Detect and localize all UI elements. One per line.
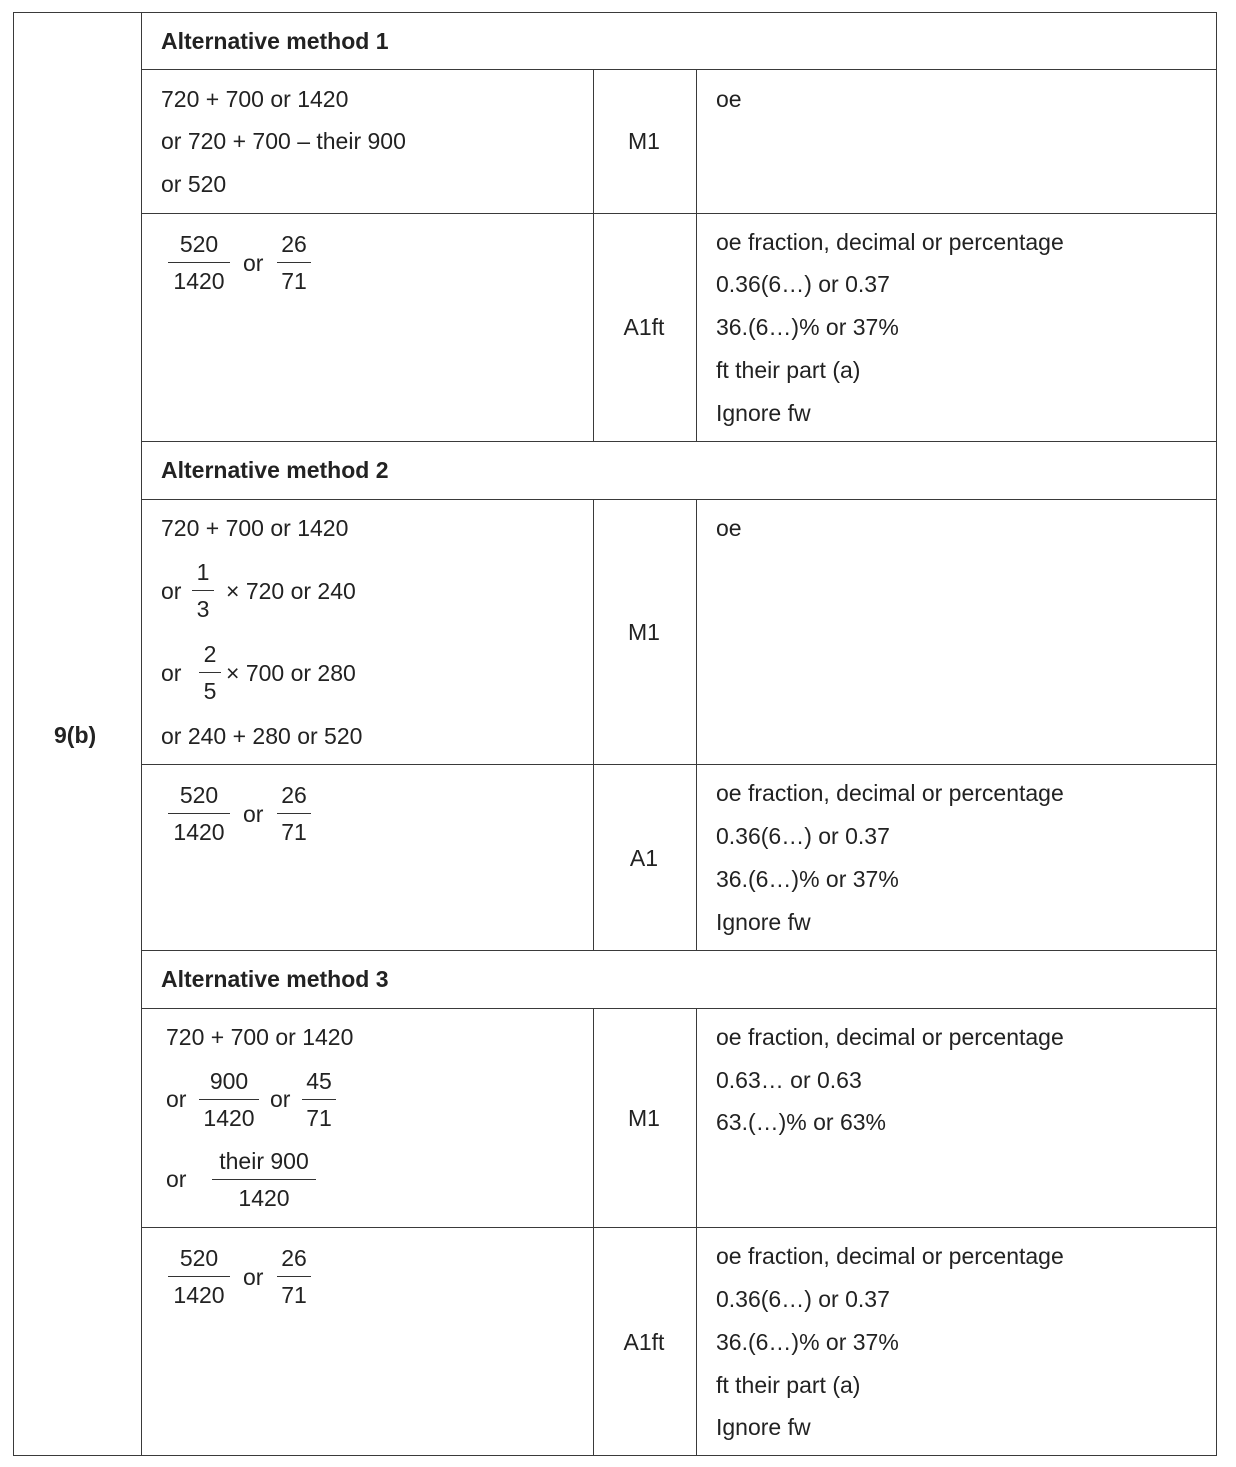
fraction	[199, 640, 221, 705]
row-divider	[141, 764, 1217, 765]
or-text: or	[161, 660, 182, 686]
or-text: or	[243, 250, 264, 276]
fraction	[168, 230, 230, 295]
or-text: or	[166, 1086, 187, 1112]
fraction	[168, 781, 230, 846]
comment-line: 0.36(6…) or 0.37	[716, 823, 890, 849]
fraction-denominator: 71	[281, 268, 307, 294]
comment-line: oe fraction, decimal or percentage	[716, 780, 1064, 806]
mark-code: M1	[628, 619, 660, 645]
fraction	[277, 781, 311, 846]
fraction	[168, 1244, 230, 1309]
row-divider	[141, 950, 1217, 951]
fraction-denominator: 71	[281, 819, 307, 845]
table-border-left	[13, 12, 14, 1456]
row-divider	[141, 1008, 1217, 1009]
mark-column-divider	[593, 1008, 594, 1456]
fraction	[277, 230, 311, 295]
mark-code: A1	[629, 845, 659, 871]
fraction-numerator: 520	[168, 1244, 230, 1277]
fraction	[302, 1067, 336, 1132]
comment-line: 36.(6…)% or 37%	[716, 1329, 899, 1355]
fraction-numerator: 1	[192, 558, 214, 591]
comment-line: 0.36(6…) or 0.37	[716, 271, 890, 297]
comment-line: oe fraction, decimal or percentage	[716, 1024, 1064, 1050]
table-border-right	[1216, 12, 1217, 1456]
fraction	[212, 1147, 316, 1212]
fraction-denominator: 1420	[203, 1105, 255, 1131]
or-text: or	[166, 1166, 187, 1192]
table-border-bottom	[13, 1455, 1217, 1456]
row-divider	[141, 69, 1217, 70]
comment-line: Ignore fw	[716, 1414, 811, 1440]
fraction-denominator: 71	[306, 1105, 332, 1131]
mark-column-divider	[593, 69, 594, 442]
fraction-denominator: 1420	[173, 1282, 225, 1308]
fraction-denominator: 71	[281, 1282, 307, 1308]
working-line: 720 + 700 or 1420	[161, 86, 349, 112]
or-text: or	[243, 801, 264, 827]
comment-column-divider	[696, 1008, 697, 1456]
comment-line: oe	[716, 86, 742, 112]
comment-line: oe	[716, 515, 742, 541]
table-border-top	[13, 12, 1217, 13]
fraction-denominator: 5	[203, 678, 217, 704]
working-line: or 720 + 700 – their 900	[161, 128, 406, 154]
mark-column-divider	[593, 499, 594, 951]
comment-line: 0.36(6…) or 0.37	[716, 1286, 890, 1312]
comment-column-divider	[696, 499, 697, 951]
mark-code: A1ft	[623, 314, 665, 340]
question-column-divider	[141, 12, 142, 1456]
working-line: or 520	[161, 171, 227, 197]
fraction-numerator: 45	[302, 1067, 336, 1100]
row-divider	[141, 213, 1217, 214]
row-divider	[141, 441, 1217, 442]
comment-line: oe fraction, decimal or percentage	[716, 229, 1064, 255]
working-line: × 700 or 280	[226, 660, 356, 686]
fraction-numerator: 26	[277, 230, 311, 263]
or-text: or	[270, 1086, 291, 1112]
comment-line: 36.(6…)% or 37%	[716, 314, 899, 340]
fraction-numerator: 520	[168, 781, 230, 814]
method-heading: Alternative method 2	[161, 457, 389, 483]
mark-code: A1ft	[623, 1329, 665, 1355]
comment-line: 0.63… or 0.63	[716, 1067, 862, 1093]
working-line: 720 + 700 or 1420	[166, 1024, 354, 1050]
fraction-denominator: 1420	[173, 268, 225, 294]
comment-column-divider	[696, 69, 697, 442]
comment-line: ft their part (a)	[716, 1372, 861, 1398]
comment-line: 63.(…)% or 63%	[716, 1109, 887, 1135]
fraction-denominator: 1420	[238, 1185, 290, 1211]
or-text: or	[161, 578, 182, 604]
comment-line: Ignore fw	[716, 909, 811, 935]
fraction-numerator: 26	[277, 781, 311, 814]
fraction	[199, 1067, 259, 1132]
mark-code: M1	[628, 128, 660, 154]
method-heading: Alternative method 3	[161, 966, 389, 992]
row-divider	[141, 499, 1217, 500]
fraction-numerator: their 900	[212, 1147, 316, 1180]
mark-code: M1	[628, 1105, 660, 1131]
or-text: or	[243, 1264, 264, 1290]
fraction-numerator: 26	[277, 1244, 311, 1277]
comment-line: Ignore fw	[716, 400, 811, 426]
method-heading: Alternative method 1	[161, 28, 389, 54]
working-line: × 720 or 240	[226, 578, 356, 604]
comment-line: ft their part (a)	[716, 357, 861, 383]
working-line: or 240 + 280 or 520	[161, 723, 363, 749]
fraction-numerator: 520	[168, 230, 230, 263]
row-divider	[141, 1227, 1217, 1228]
fraction-numerator: 900	[199, 1067, 259, 1100]
comment-line: oe fraction, decimal or percentage	[716, 1243, 1064, 1269]
fraction-denominator: 3	[196, 596, 210, 622]
fraction-denominator: 1420	[173, 819, 225, 845]
fraction-numerator: 2	[199, 640, 221, 673]
fraction	[192, 558, 214, 623]
fraction	[277, 1244, 311, 1309]
question-number: 9(b)	[54, 722, 97, 748]
working-line: 720 + 700 or 1420	[161, 515, 349, 541]
comment-line: 36.(6…)% or 37%	[716, 866, 899, 892]
